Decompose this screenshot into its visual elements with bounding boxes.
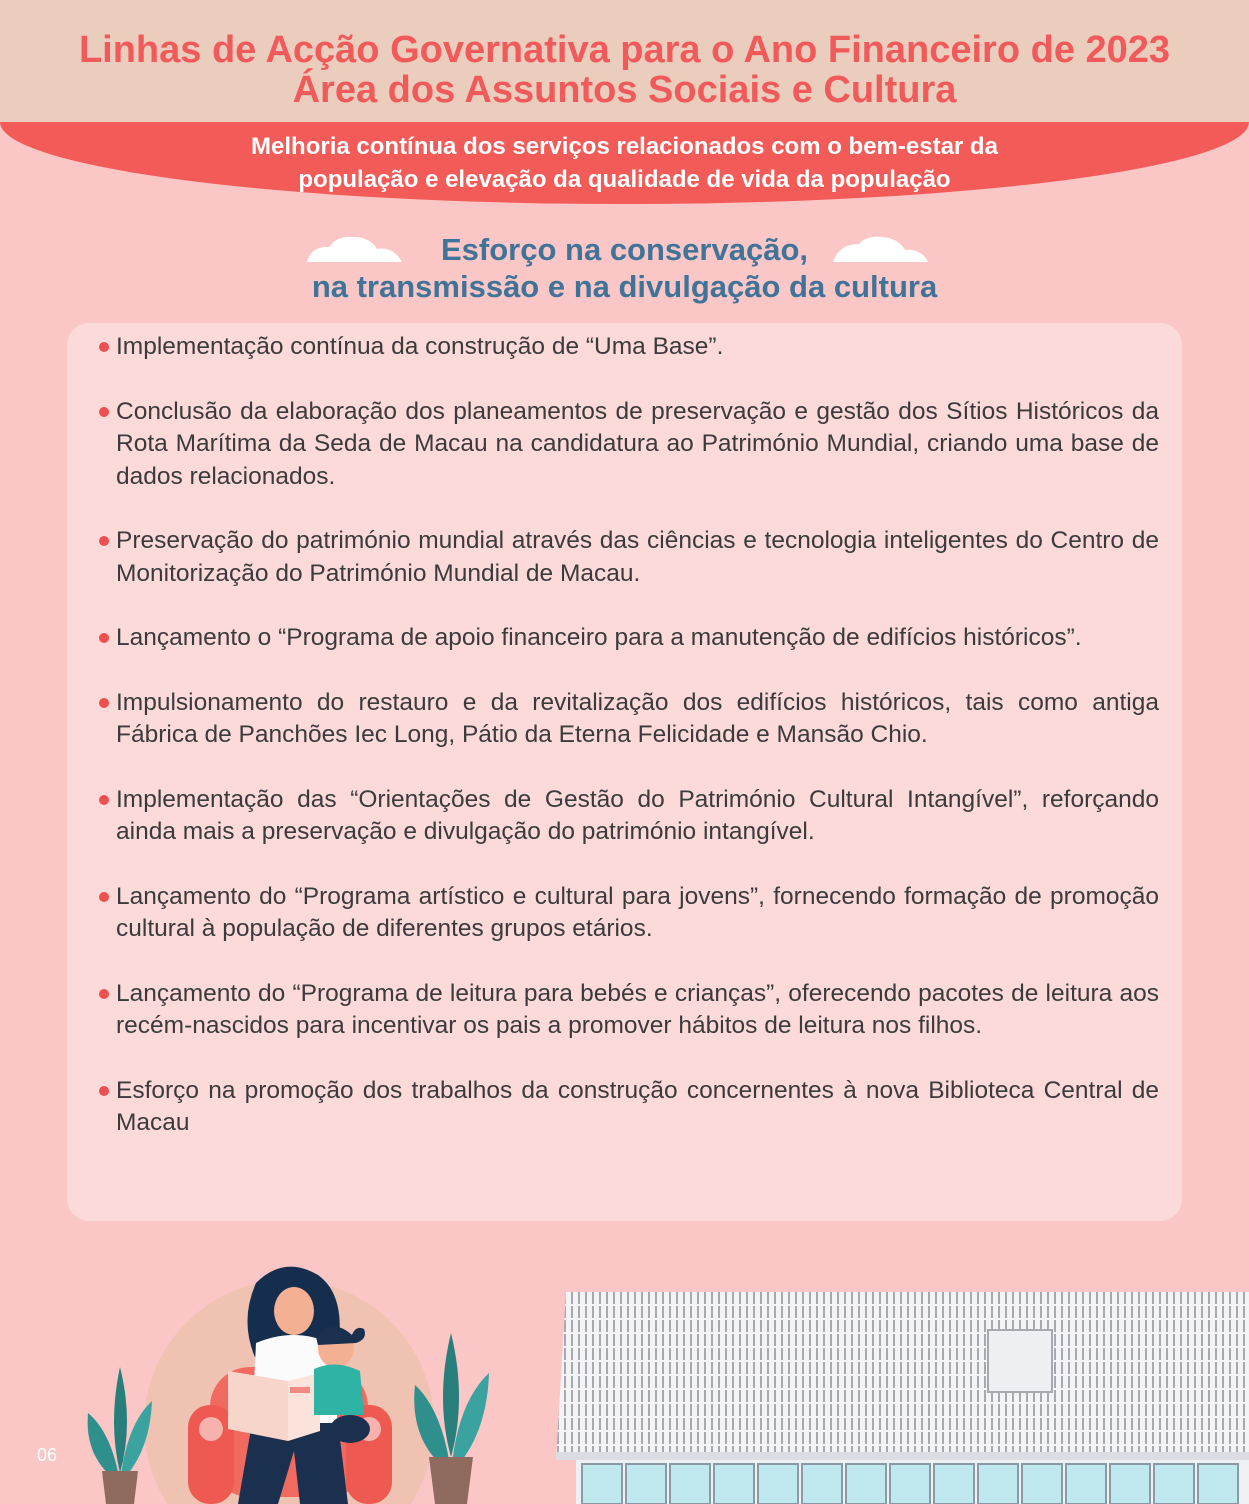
bullet-list: [96, 331, 1159, 1172]
list-item-text: Lançamento do “Programa de leitura para bebés e crianças”, oferecendo pacotes de leitura aos recém-nascidos para incentivar os pais a promover hábitos de leitura nos filhos.: [116, 979, 1159, 1039]
section-title: [0, 231, 1249, 305]
list-item: [96, 396, 1159, 494]
page-title: [0, 30, 1249, 110]
list-item-text: Lançamento o “Programa de apoio financeiro para a manutenção de edifícios históricos”.: [116, 624, 1082, 651]
bullet-dot-icon: [99, 892, 109, 902]
list-item-text: Conclusão da elaboração dos planeamentos de preservação e gestão dos Sítios Históricos da Rota Marítima da Seda de Macau na candidatura ao Património Mundial, criando uma base de dados relacionados.: [116, 397, 1159, 490]
list-item: [96, 978, 1159, 1043]
page-number: 06: [37, 1445, 58, 1465]
banner-line-1: Melhoria contínua dos serviços relacionados com o bem-estar da: [251, 133, 998, 160]
bullet-dot-icon: [99, 407, 109, 417]
list-item-text: Impulsionamento do restauro e da revitalização dos edifícios históricos, tais como antiga Fábrica de Panchões Iec Long, Pátio da Eterna Felicidade e Mansão Chio.: [116, 688, 1159, 748]
potted-plant-icon: [405, 1333, 497, 1504]
list-item: [96, 331, 1159, 364]
bullet-dot-icon: [99, 1086, 109, 1096]
list-item-text: Esforço na promoção dos trabalhos da construção concernentes à nova Biblioteca Central de Macau: [116, 1076, 1159, 1136]
page-title-line-1: Linhas de Acção Governativa para o Ano Financeiro de 2023: [78, 29, 1171, 71]
section-title-line-2: na transmissão e na divulgação da cultura: [311, 269, 938, 304]
list-item: [96, 687, 1159, 752]
list-item: [96, 881, 1159, 946]
list-item: [96, 1075, 1159, 1140]
list-item: [96, 784, 1159, 849]
list-item-text: Implementação contínua da construção de “Uma Base”.: [116, 333, 724, 360]
banner-text: [0, 130, 1249, 196]
library-building-illustration: [556, 1292, 1249, 1504]
bullet-dot-icon: [99, 342, 109, 352]
potted-plant-icon: [80, 1363, 160, 1504]
list-item-text: Preservação do património mundial através das ciências e tecnologia inteligentes do Centro de Monitorização do Património Mundial de Macau.: [116, 527, 1159, 587]
list-item: [96, 622, 1159, 655]
bullet-dot-icon: [99, 795, 109, 805]
list-item: [96, 525, 1159, 590]
page-title-line-2: Área dos Assuntos Sociais e Cultura: [292, 69, 957, 111]
bullet-dot-icon: [99, 536, 109, 546]
list-item-text: Lançamento do “Programa artístico e cultural para jovens”, fornecendo formação de promoção cultural à população de diferentes grupos etários.: [116, 882, 1159, 942]
bullet-dot-icon: [99, 633, 109, 643]
section-title-line-1: Esforço na conservação,: [441, 232, 808, 267]
banner-line-2: população e elevação da qualidade de vida da população: [298, 166, 951, 193]
list-item-text: Implementação das “Orientações de Gestão do Património Cultural Intangível”, reforçando ainda mais a preservação e divulgação do património intangível.: [116, 785, 1159, 845]
bullet-dot-icon: [99, 989, 109, 999]
bullet-dot-icon: [99, 698, 109, 708]
